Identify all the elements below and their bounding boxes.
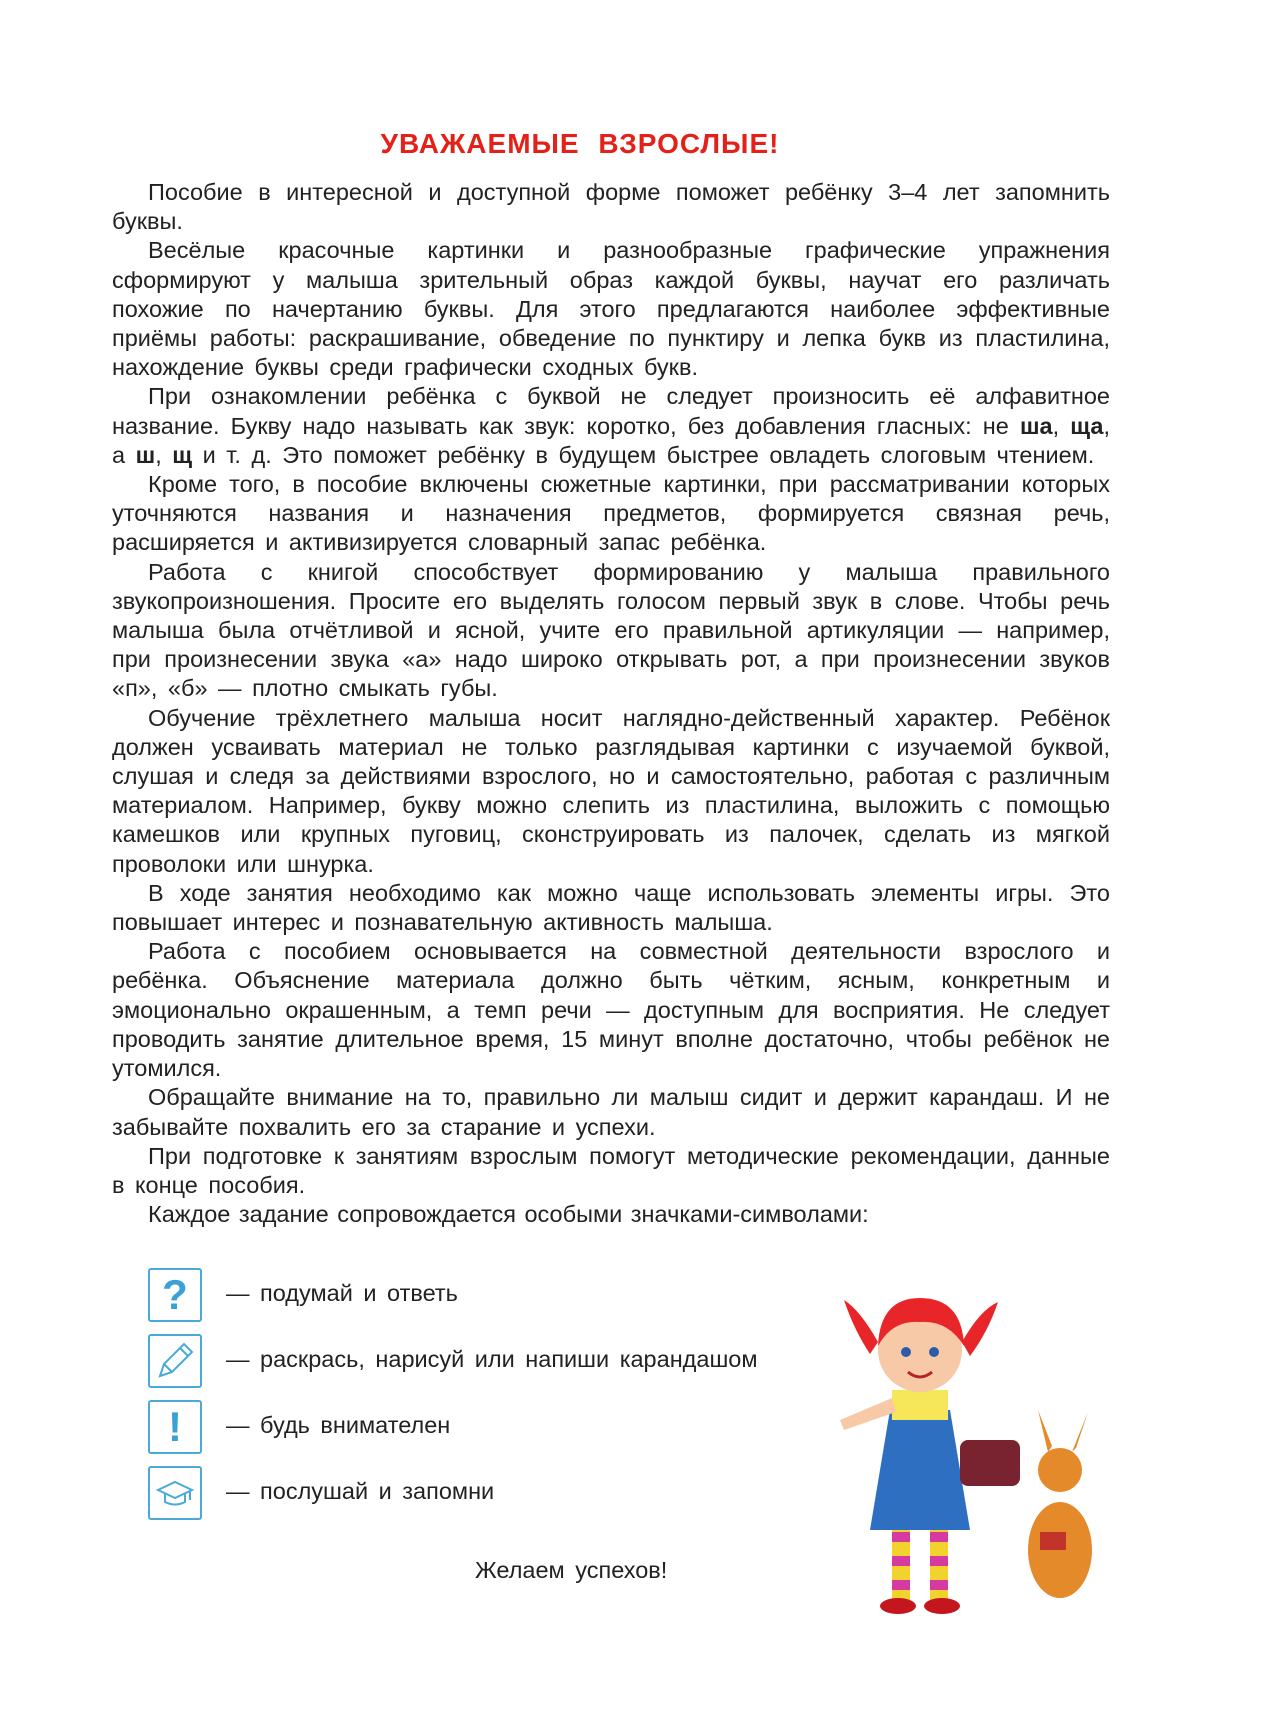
paragraph: Пособие в интересной и доступной форме поможет ребёнку 3–4 лет запомнить буквы.: [112, 179, 1110, 235]
legend-label: — будь внимателен: [226, 1412, 451, 1438]
legend-item: [148, 1400, 908, 1456]
paragraph: Кроме того, в пособие включены сюжетные картинки, при рассматривании которых уточняются названия и назначения предметов, формируется связная речь, расширяется и активизируется словарный запас ребёнка.: [112, 471, 1110, 556]
graduation-cap-icon: [148, 1466, 202, 1520]
legend-label: — раскрась, нарисуй или напиши карандашом: [226, 1346, 758, 1372]
intro-text: [112, 178, 1110, 1229]
paragraph: В ходе занятия необходимо как можно чаще использовать элементы игры. Это повышает интерес и познавательную активность малыша.: [112, 879, 1110, 936]
legend-label: — послушай и запомни: [226, 1478, 495, 1504]
legend-label: — подумай и ответь: [226, 1280, 458, 1306]
paragraph: Весёлые красочные картинки и разнообразные графические упражнения сформируют у малыша зрительный образ каждой буквы, научат его различать похожие по начертанию буквы. Для этого предлагаются наиболее эффективные приёмы работы: раскрашивание, обведение по пунктиру и лепка букв из пластилина, нахождение буквы среди графически сходных букв.: [112, 237, 1110, 381]
closing-wish: Желаем успехов!: [475, 1557, 668, 1583]
paragraph: Работа с пособием основывается на совместной деятельности взрослого и ребёнка. Объяснение материала должно быть чётким, ясным, конкретным и эмоционально окрашенным, а темп речи — доступным для восприятия. Не следует проводить занятие длительное время, 15 минут вполне достаточно, чтобы ребёнок не утомился.: [112, 938, 1110, 1082]
exclamation-icon: !: [148, 1400, 202, 1454]
legend-item: [148, 1334, 908, 1390]
girl-and-kangaroo-illustration: [820, 1270, 1120, 1630]
page-title: УВАЖАЕМЫЕ ВЗРОСЛЫЕ!: [380, 128, 780, 159]
paragraph: При подготовке к занятиям взрослым помогут методические рекомендации, данные в конце пособия.: [112, 1142, 1110, 1198]
paragraph: Работа с книгой способствует формированию у малыша правильного звукопроизношения. Просите его выделять голосом первый звук в слове. Чтобы речь малыша была отчётливой и ясной, учите его правильной артикуляции — например, при произнесении звука «а» надо широко открывать рот, а при произнесении звуков «п», «б» — плотно смыкать губы.: [112, 558, 1110, 702]
legend-item: [148, 1268, 908, 1324]
paragraph: Обучение трёхлетнего малыша носит наглядно-действенный характер. Ребёнок должен усваивать материал не только разглядывая картинки с изучаемой буквой, слушая и следя за действиями взрослого, но и самостоятельно, работая с различным материалом. Например, букву можно слепить из пластилина, выложить с помощью камешков или крупных пуговиц, сконструировать из палочек, сделать из мягкой проволоки или шнурка.: [112, 704, 1110, 877]
paragraph: При ознакомлении ребёнка с буквой не следует произносить её алфавитное название. Букву надо называть как звук: коротко, без добавления гласных: не ша, ща, а ш, щ и т. д. Это поможет ребёнку в будущем быстрее овладеть слоговым чтением.: [112, 383, 1110, 468]
paragraph: Обращайте внимание на то, правильно ли малыш сидит и держит карандаш. И не забывайте похвалить его за старание и успехи.: [112, 1084, 1110, 1140]
legend-item: [148, 1466, 908, 1522]
pencil-icon: [148, 1334, 202, 1388]
paragraph: Каждое задание сопровождается особыми значками-символами:: [148, 1201, 869, 1228]
question-icon: ?: [148, 1268, 202, 1322]
